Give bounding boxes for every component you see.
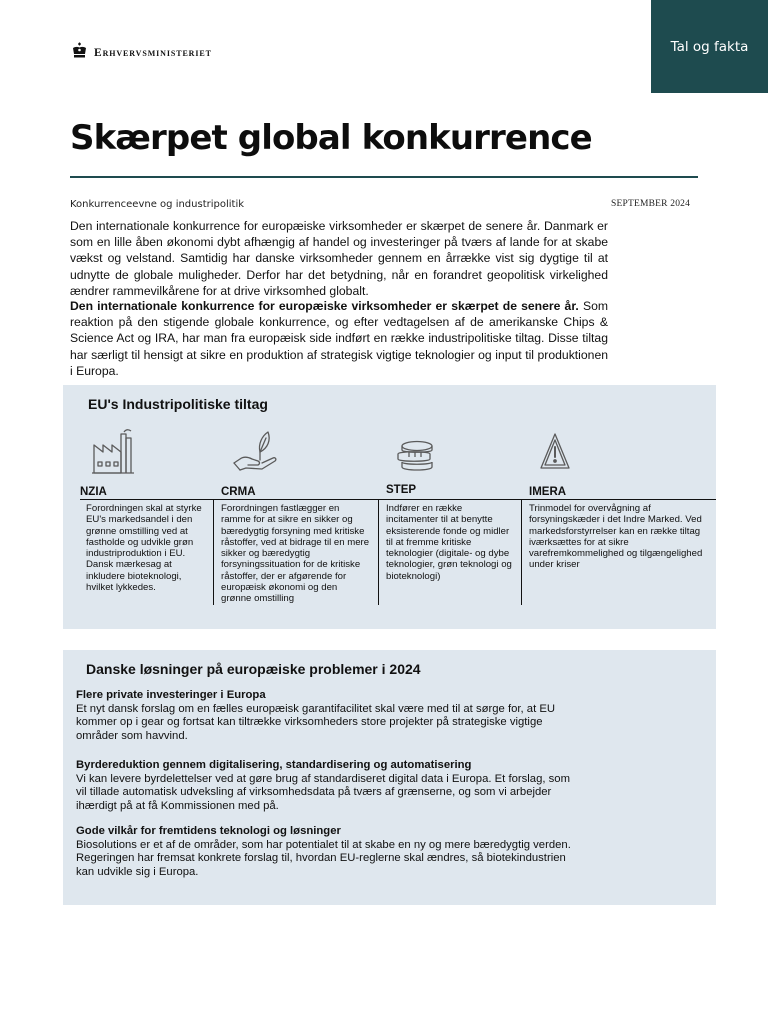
solution-heading: Gode vilkår for fremtidens teknologi og løsninger — [76, 825, 341, 837]
crown-icon — [72, 42, 87, 64]
ministry-logo — [72, 42, 212, 64]
solution-item — [76, 759, 576, 814]
tool-name: CRMA — [221, 486, 256, 498]
lead-text: Som reaktion på den stigende globale konkurrence, og efter vedtagelsen af de amerikanske Chips & Science Act og IRA, har man fra europæisk side indført en række industripolitiske tiltag. Disse tiltag har særligt til hensigt at sikre en produktion af strategisk vigtige teknologier og input til produktionen i Europa. — [70, 299, 609, 378]
title-divider — [70, 176, 698, 178]
column-divider — [521, 500, 522, 605]
solution-item — [76, 689, 576, 744]
lead-paragraph — [70, 298, 608, 379]
ministry-name: Erhvervsministeriet — [94, 47, 212, 59]
tool-description: Forordningen fastlægger en ramme for at sikre en sikker og bæredygtig forsyning med kritiske råstoffer, ved at bidrage til en mere sikker og bæredygtig forsyningssituation for de kritiske råstoffer, der er afgørende for europæisk økonomi og den grønne omstilling — [221, 503, 370, 605]
warning-icon — [539, 431, 571, 471]
coin-stack-icon — [395, 440, 437, 474]
solution-text: Et nyt dansk forslag om en fælles europæisk garantifacilitet skal være med til at sørge for, at EU kommer op i gear og fortsat kan tiltrække virksomheders store projekter på strategiske vigtige områder som havvind. — [76, 702, 556, 743]
tool-nzia — [80, 486, 208, 607]
tool-description: Indfører en række incitamenter til at benytte eksisterende fonde og midler til at fremme kritiske teknologier (digitale- og dybe teknologier, grøn teknologi og bioteknologi) — [386, 503, 512, 582]
tool-name: STEP — [386, 484, 417, 496]
intro-paragraph: Den internationale konkurrence for europæiske virksomheder er skærpet de senere år. Danmark er som en lille åben økonomi dybt afhængig af handel og investeringer på tværs af lande for at skabe vækst og velstand. Samtidig har danske virksomheder gennem en årrække vist sig dygtige til at udnytte de globale muligheder. Derfor har det betydning, når en forandret geopolitisk virkelighed ændrer rammevilkårene for at drive virksomhed globalt. — [70, 219, 608, 298]
page-title: Skærpet global konkurrence — [70, 118, 592, 158]
solution-heading: Byrdereduktion gennem digitalisering, standardisering og automatisering — [76, 759, 472, 771]
eu-box-title: EU's Industripolitiske tiltag — [88, 396, 268, 412]
column-divider — [213, 500, 214, 605]
tool-description: Trinmodel for overvågning af forsyningskæder i det Indre Marked. Ved markedsforstyrrelser kan en række tiltag iværksættes for at sikre varefremkommelighed og tilgængelighed under kriser — [529, 503, 703, 571]
column-divider — [378, 500, 379, 605]
solution-item — [76, 825, 576, 880]
tal-og-fakta-tab — [651, 0, 768, 93]
solution-text: Biosolutions er et af de områder, som har potentialet til at skabe en ny og mere bæredygtig verden. Regeringen har fremsat konkrete forslag til, hvordan EU-reglerne skal ændres, så biotekindustrien kan udvikle sig i Europa. — [76, 838, 571, 879]
tool-imera — [524, 486, 704, 607]
tool-name: IMERA — [529, 486, 567, 498]
corner-label: Tal og fakta — [670, 38, 749, 55]
solution-text: Vi kan levere byrdelettelser ved at gøre brug af standardiseret digital data i Europa. Et forslag, som vil tillade automatisk udveksling af virksomhedsdata på tværs af grænserne, og som vi arbejder ihærdigt på at få Kommissionen med på. — [76, 772, 570, 813]
tool-crma — [216, 486, 370, 607]
tool-name: NZIA — [80, 486, 107, 498]
solution-heading: Flere private investeringer i Europa — [76, 689, 266, 701]
dk-box-title: Danske løsninger på europæiske problemer i 2024 — [86, 661, 421, 677]
tool-step — [381, 484, 515, 607]
tool-description: Forordningen skal at styrke EU's markedsandel i den grønne omstilling ved at fastholde og udvikle grøn industriproduktion i EU. Dansk mærkesag at inkludere bioteknologi, hvilket lykkedes. — [86, 503, 202, 594]
category-label: Konkurrenceevne og industripolitik — [70, 199, 245, 210]
hand-leaf-icon — [232, 430, 278, 474]
factory-icon — [91, 428, 135, 474]
lead-bold: Den internationale konkurrence for europæiske virksomheder er skærpet de senere år. — [70, 299, 579, 313]
publication-date: SEPTEMBER 2024 — [611, 199, 691, 209]
